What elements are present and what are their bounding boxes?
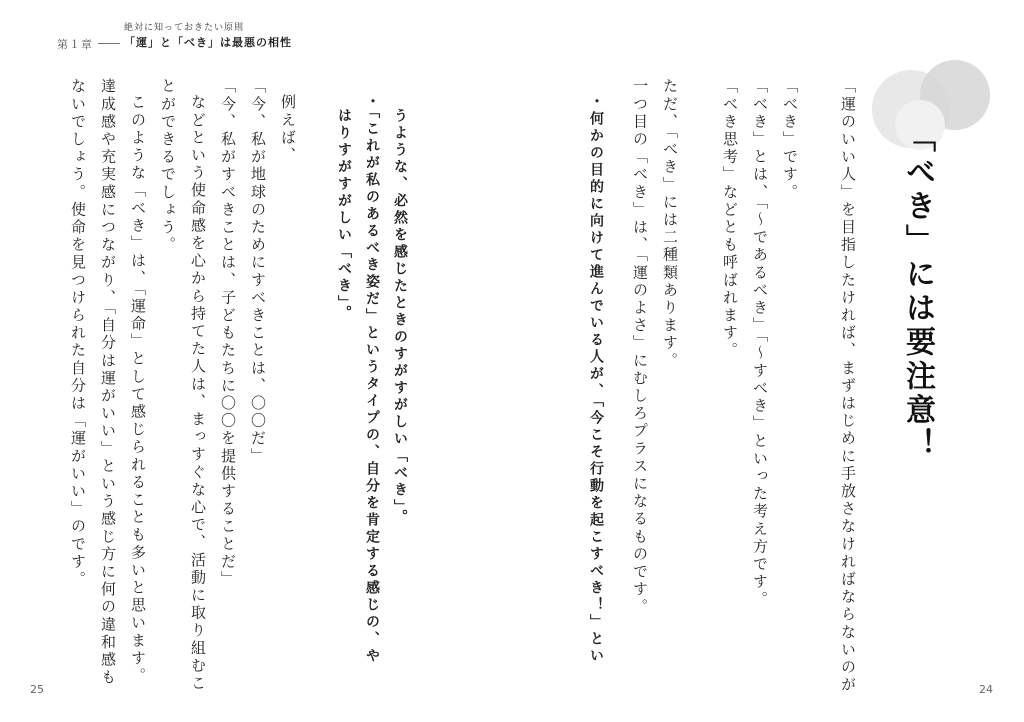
bullet-line: うような、必然を感じたときのすがすがしい「べき」。	[392, 108, 408, 526]
body-line: 「今、私がすべきことは、子どもたちに〇〇を提供することだ」	[219, 78, 237, 589]
page-number-left: 25	[30, 683, 44, 696]
bullet-line: ・「これが私のあるべき姿だ」というタイプの、自分を肯定する感じの、や	[364, 94, 380, 665]
body-line: 「今、私が地球のためにすべきことは、〇〇だ」	[249, 78, 267, 466]
body-line: ないでしょう。使命を見つけられた自分は「運がいい」のです。	[69, 78, 87, 589]
body-line: 例えば、	[279, 94, 297, 165]
body-line: 「べき」です。	[781, 78, 799, 202]
body-line: このような「べき」は、「運命」として感じられることも多いと思います。	[129, 94, 147, 685]
bullet-line: はりすがすがしい「べき」。	[336, 108, 352, 322]
section-heading: 「べき」には要注意！	[900, 122, 935, 462]
body-line: 「べき思考」などとも呼ばれます。	[721, 78, 739, 360]
chapter-label: 第１章	[57, 38, 93, 51]
body-line: 「べき」とは、「〜であるべき」「〜すべき」といった考え方です。	[751, 78, 769, 609]
page-number-right: 24	[979, 683, 993, 696]
body-line: 一つ目の「べき」は、「運のよさ」にむしろプラスになるものです。	[631, 78, 649, 617]
body-line: 達成感や充実感につながり、「自分は運がいい」という感じ方に何の違和感も	[99, 78, 117, 687]
body-line: ただ、「べき」には二種類あります。	[661, 78, 679, 370]
header-divider	[98, 43, 120, 44]
body-line: とができるでしょう。	[159, 78, 177, 254]
header-subtitle: 絶対に知っておきたい原則	[124, 23, 245, 33]
body-line: 「運のいい人」を目指したければ、まずはじめに手放さなければならないのが	[839, 78, 857, 694]
body-line: などという使命感を心から持てた人は、まっすぐな心で、活動に取り組むこ	[189, 94, 207, 693]
header-title: 「運」と「べき」は最悪の相性	[124, 36, 292, 49]
bullet-line: ・何かの目的に向けて進んでいる人が、「今こそ行動を起こすべき！」とい	[588, 94, 604, 665]
